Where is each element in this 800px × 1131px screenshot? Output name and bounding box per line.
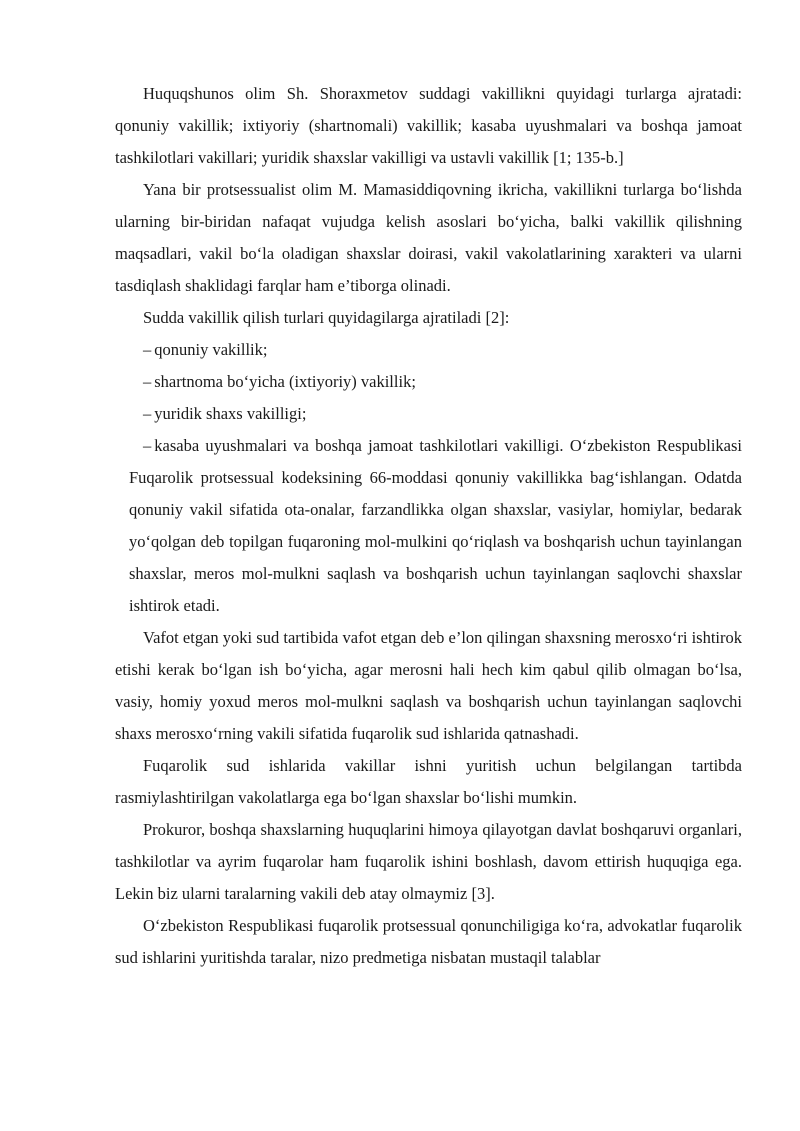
dash-bullet: –	[143, 372, 152, 391]
list-item-text	[129, 430, 742, 622]
list-item-last-text: kasaba uyushmalari va boshqa jamoat tashkilotlari vakilligi. O‘zbekiston Respublikasi Fuqarolik protsessual kodeksining 66-moddasi qonuniy vakillikka bag‘ishlangan. Odatda qonuniy vakil sifatida ota-onalar, farzandlikka olgan shaxslar, vasiylar, homiylar, bedarak yo‘qolgan deb topilgan fuqaroning mol-mulkini qo‘riqlash va boshqarish uchun tayinlangan shaxslar, meros mol-mulkni saqlash va boshqarish uchun tayinlangan saqlovchi shaxslar ishtirok etadi.	[129, 436, 742, 615]
dash-bullet: –	[143, 340, 152, 359]
list-item-text: shartnoma bo‘yicha (ixtiyoriy) vakillik;	[154, 372, 416, 391]
paragraph-advocates: O‘zbekiston Respublikasi fuqarolik protsessual qonunchiligiga ko‘ra, advokatlar fuqarolik sud ishlarini yuritishda taralar, nizo predmetiga nisbatan mustaqil talablar	[115, 916, 742, 967]
paragraph-prosecutor: Prokuror, boshqa shaxslarning huquqlarini himoya qilayotgan davlat boshqaruvi organlari, tashkilotlar va ayrim fuqarolar ham fuqarolik ishini boshlash, davom ettirish huquqiga ega. Lekin biz ularni taralarning vakili deb atay olmaymiz [3].	[115, 820, 742, 903]
paragraph-mamasiddiqov-view: Yana bir protsessualist olim M. Mamasiddiqovning ikricha, vakillikni turlarga bo‘lishda ularning bir-biridan nafaqat vujudga kelish asoslari bo‘yicha, balki vakillik qilishning maqsadlari, vakil bo‘la oladigan shaxslar doirasi, vakil vakolatlarining xarakteri va ularni tasdiqlash shaklidagi farqlar ham e’tiborga olinadi.	[115, 180, 742, 295]
paragraph-shoraxmetov-classification: Huquqshunos olim Sh. Shoraxmetov suddagi vakillikni quyidagi turlarga ajratadi: qonuniy vakillik; ixtiyoriy (shartnomali) vakillik; kasaba uyushmalari va boshqa jamoat tashkilotlari vakillari; yuridik shaxslar vakilligi va ustavli vakillik [1; 135-b.]	[115, 84, 742, 167]
list-item-text: yuridik shaxs vakilligi;	[154, 404, 307, 423]
dash-bullet: –	[143, 436, 152, 455]
list-item	[115, 334, 742, 366]
dash-bullet: –	[143, 404, 152, 423]
representation-types-list	[115, 334, 742, 622]
list-item	[115, 366, 742, 398]
list-item	[115, 398, 742, 430]
paragraph-representatives: Fuqarolik sud ishlarida vakillar ishni yuritish uchun belgilangan tartibda rasmiylashtirilgan vakolatlarga ega bo‘lgan shaxslar bo‘lishi mumkin.	[115, 756, 742, 807]
paragraph-heir-representation: Vafot etgan yoki sud tartibida vafot etgan deb e’lon qilingan shaxsning merosxo‘ri ishtirok etishi kerak bo‘lgan ish bo‘yicha, agar merosni hali hech kim qabul qilib olmagan bo‘lsa, vasiy, homiy yoxud meros mol-mulkni saqlash va boshqarish uchun tayinlangan saqlovchi shaxs merosxo‘rning vakili sifatida fuqarolik sud ishlarida qatnashadi.	[115, 628, 742, 743]
paragraph-list-intro: Sudda vakillik qilish turlari quyidagilarga ajratiladi [2]:	[143, 308, 510, 327]
list-item-text: qonuniy vakillik;	[154, 340, 268, 359]
list-item-last	[115, 430, 742, 622]
document-page	[115, 78, 742, 974]
